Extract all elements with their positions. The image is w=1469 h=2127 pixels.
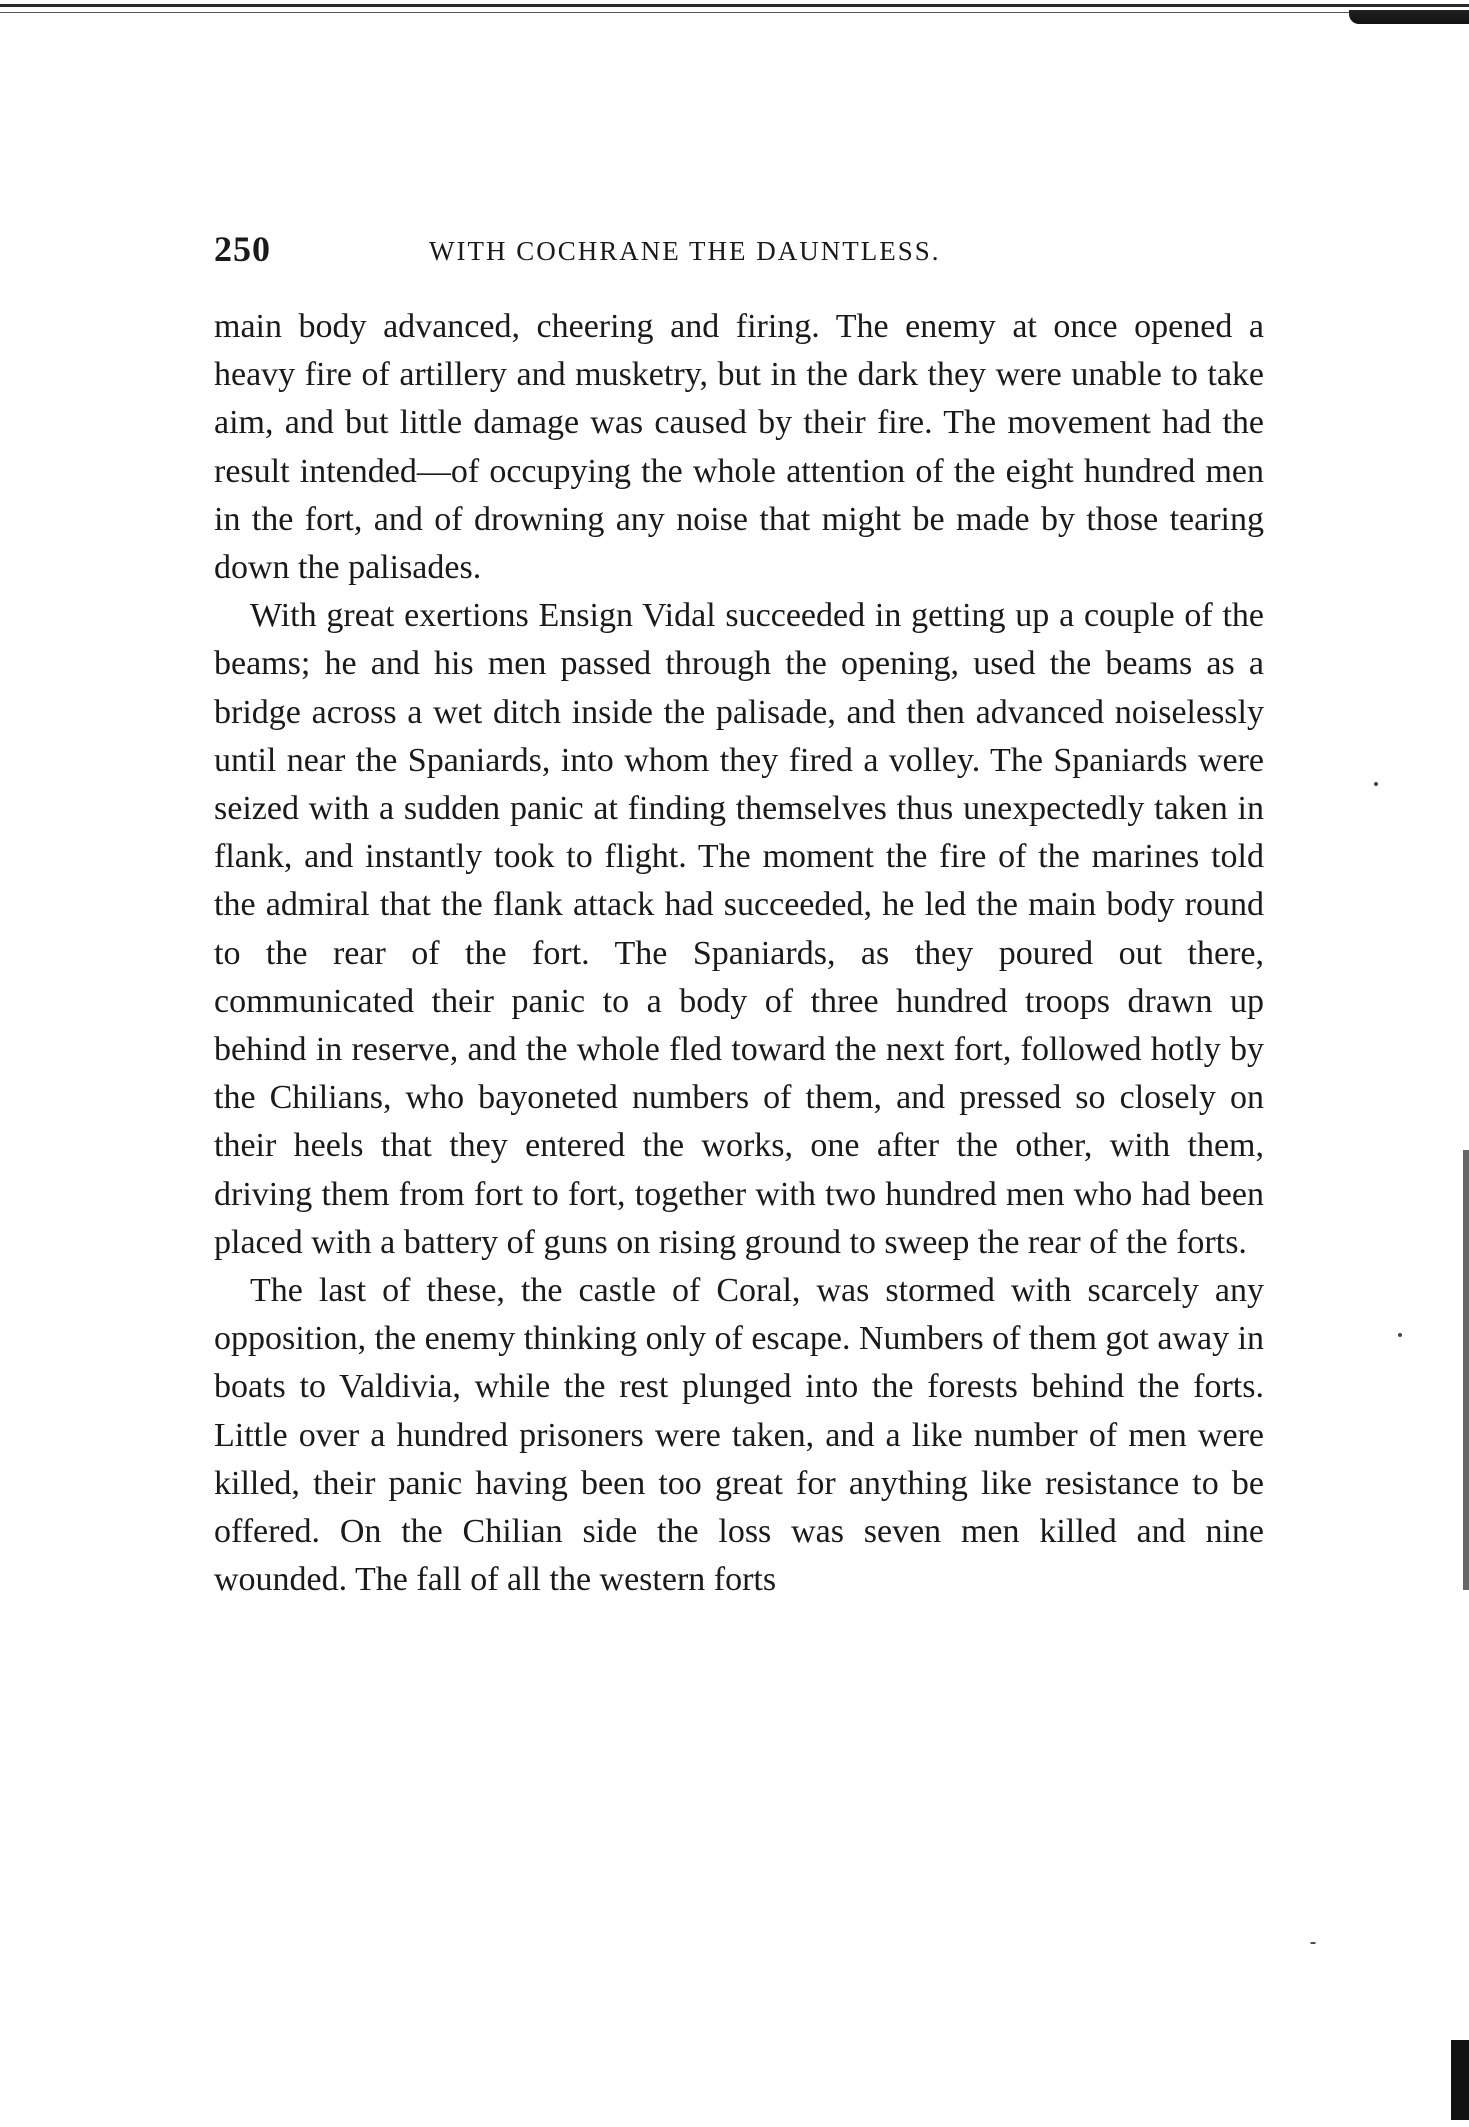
right-edge-scan-mark	[1463, 1150, 1469, 1590]
paragraph-continued: main body advanced, cheering and firing. The enemy at once opened a heavy fire of artillery and musketry, but in the dark they were unable to take aim, and but little damage was caused by their fire. The movement had the result intended—of occupying the whole attention of the eight hundred men in the fort, and of drowning any noise that might be made by those tearing down the palisades.	[214, 308, 1264, 587]
page-header	[214, 228, 1264, 278]
page-number: 250	[214, 229, 271, 269]
running-head: WITH COCHRANE THE DAUNTLESS.	[429, 236, 941, 266]
bottom-right-scan-mark	[1451, 2040, 1469, 2120]
scan-speck	[1398, 1333, 1402, 1337]
body-text	[214, 303, 1264, 1604]
top-scan-rule	[0, 4, 1469, 7]
scan-speck	[1374, 782, 1378, 786]
paragraph-coral: The last of these, the castle of Coral, was stormed with scarcely any opposition, the enemy thinking only of escape. Numbers of them got away in boats to Valdivia, while the rest plunged into the forests behind the forts. Little over a hundred prisoners were taken, and a like number of men were killed, their panic having been too great for anything like resistance to be offered. On the Chilian side the loss was seven men killed and nine wounded. The fall of all the western forts	[214, 1272, 1265, 1599]
paragraph-vidal: With great exertions Ensign Vidal succeeded in getting up a couple of the beams; he and his men passed through the opening, used the beams as a bridge across a wet ditch inside the palisade, and then advanced noiselessly until near the Spaniards, into whom they fired a volley. The Spaniards were seized with a sudden panic at finding themselves thus unexpectedly taken in flank, and instantly took to flight. The moment the fire of the marines told the admiral that the flank attack had succeeded, he led the main body round to the rear of the fort. The Spaniards, as they poured out there, communicated their panic to a body of three hundred troops drawn up behind in reserve, and the whole fled toward the next fort, followed hotly by the Chilians, who bayoneted numbers of them, and pressed so closely on their heels that they entered the works, one after the other, with them, driving them from fort to fort, together with two hundred men who had been placed with a battery of guns on rising ground to sweep the rear of the forts.	[214, 597, 1264, 1261]
top-right-scan-mark	[1349, 10, 1469, 24]
scan-speck	[1310, 1942, 1316, 1944]
top-scan-rule-thin	[0, 12, 1469, 13]
